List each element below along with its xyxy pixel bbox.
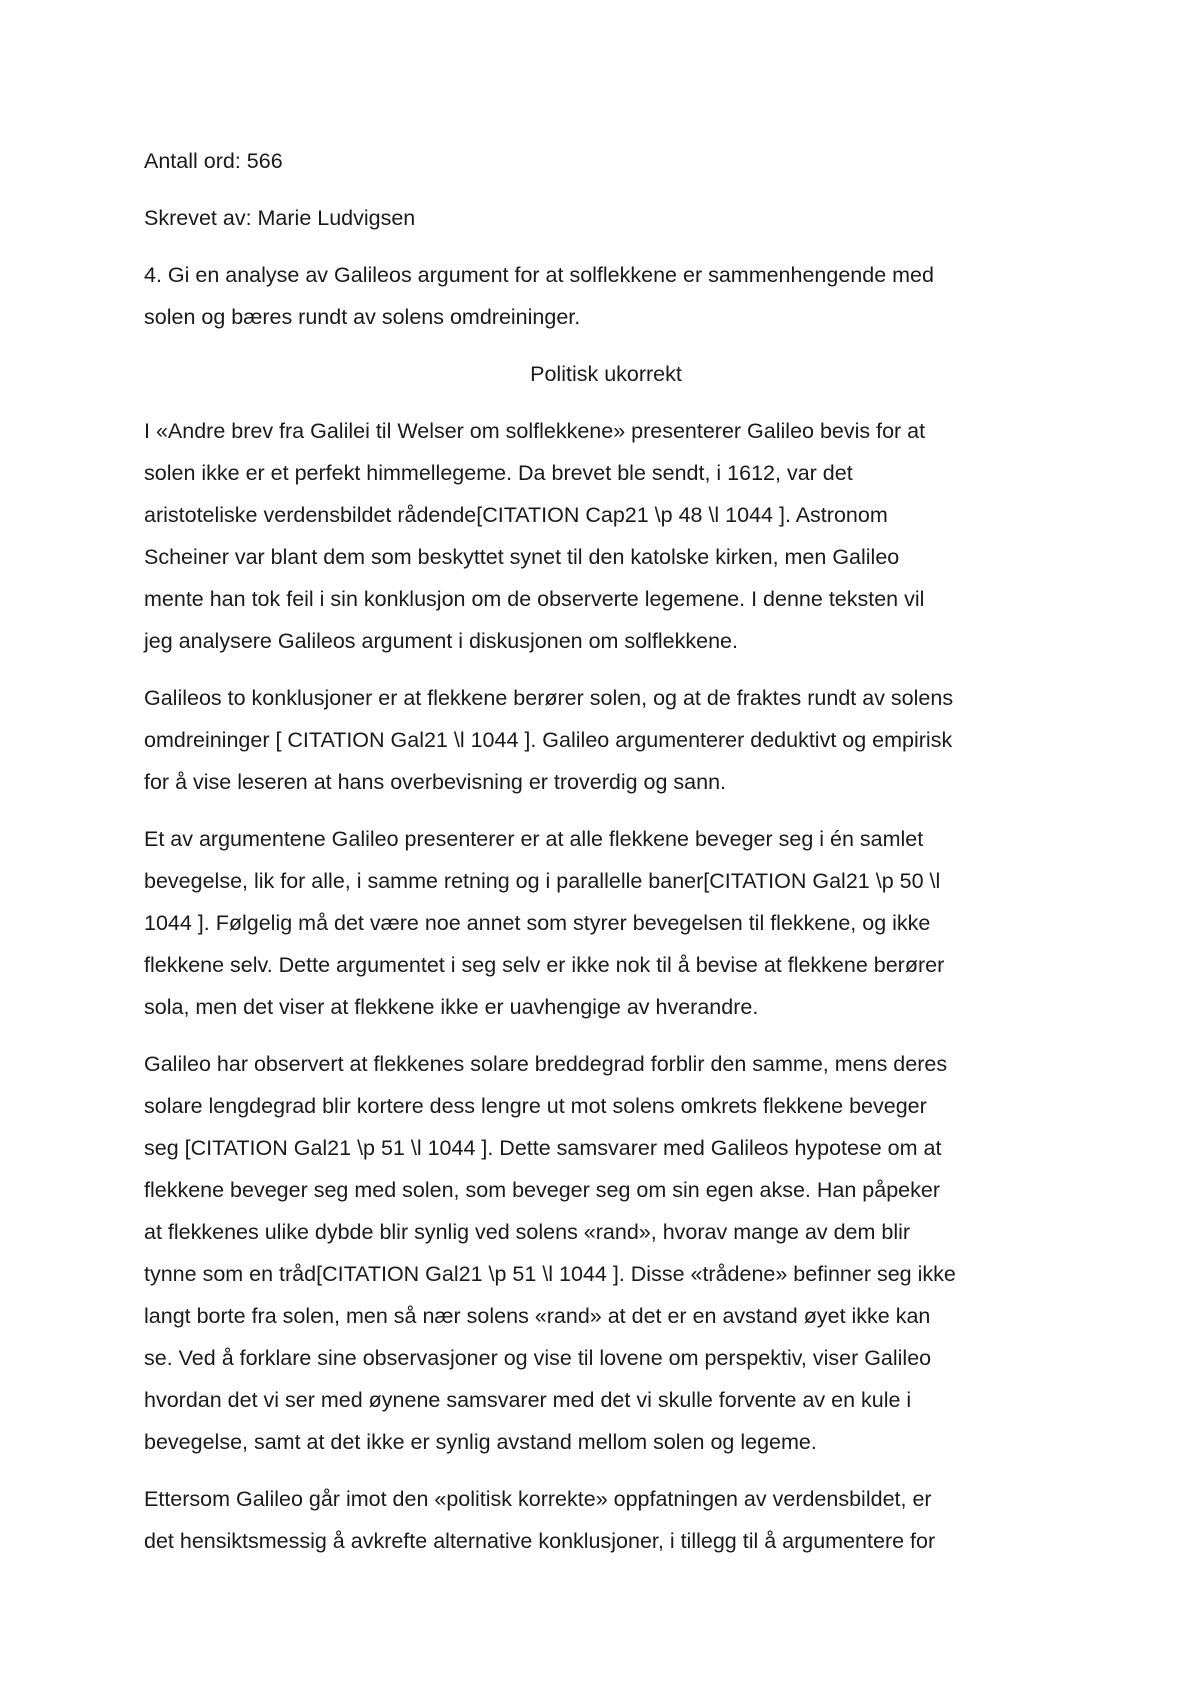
paragraph-line: hvordan det vi ser med øynene samsvarer med det vi skulle forvente av en kule i — [144, 1388, 912, 1412]
paragraph-line: tynne som en tråd[CITATION Gal21 \p 51 \l 1044 ]. Disse «trådene» befinner seg ikke — [144, 1262, 956, 1286]
paragraph-line: for å vise leseren at hans overbevisning er troverdig og sann. — [144, 770, 727, 794]
paragraph-line: 1044 ]. Følgelig må det være noe annet som styrer bevegelsen til flekkene, og ikke — [144, 911, 931, 935]
paragraph — [144, 410, 1068, 662]
author-line: Skrevet av: Marie Ludvigsen — [144, 206, 416, 230]
paragraph-line: jeg analysere Galileos argument i diskusjonen om solflekkene. — [144, 629, 738, 653]
paragraph-line: omdreininger [ CITATION Gal21 \l 1044 ]. Galileo argumenterer deduktivt og empirisk — [144, 728, 953, 752]
paragraph-line: Galileo har observert at flekkenes solare breddegrad forblir den samme, mens deres — [144, 1052, 948, 1076]
paragraph-line: Et av argumentene Galileo presenterer er at alle flekkene beveger seg i én samlet — [144, 827, 924, 851]
document-title: Politisk ukorrekt — [530, 362, 682, 386]
paragraph — [144, 1478, 1068, 1562]
task-question — [144, 254, 1068, 338]
paragraph-line: bevegelse, samt at det ikke er synlig avstand mellom solen og legeme. — [144, 1430, 817, 1454]
paragraph-line: solare lengdegrad blir kortere dess lengre ut mot solens omkrets flekkene beveger — [144, 1094, 927, 1118]
paragraph-line: flekkene selv. Dette argumentet i seg selv er ikke nok til å bevise at flekkene berører — [144, 953, 945, 977]
paragraph-line: se. Ved å forklare sine observasjoner og vise til lovene om perspektiv, viser Galileo — [144, 1346, 932, 1370]
paragraph-line: Scheiner var blant dem som beskyttet synet til den katolske kirken, men Galileo — [144, 545, 900, 569]
paragraph-line: det hensiktsmessig å avkrefte alternative konklusjoner, i tillegg til å argumentere for — [144, 1529, 936, 1553]
paragraph-line: Galileos to konklusjoner er at flekkene berører solen, og at de fraktes rundt av solens — [144, 686, 954, 710]
paragraph-line: bevegelse, lik for alle, i samme retning og i parallelle baner[CITATION Gal21 \p 50 \l — [144, 869, 941, 893]
document-body — [144, 140, 1068, 1577]
paragraph-line: sola, men det viser at flekkene ikke er uavhengige av hverandre. — [144, 995, 759, 1019]
paragraph — [144, 818, 1068, 1028]
paragraph-line: seg [CITATION Gal21 \p 51 \l 1044 ]. Dette samsvarer med Galileos hypotese om at — [144, 1136, 942, 1160]
paragraph-line: mente han tok feil i sin konklusjon om de observerte legemene. I denne teksten vil — [144, 587, 925, 611]
word-count: Antall ord: 566 — [144, 149, 283, 173]
paragraph-line: Ettersom Galileo går imot den «politisk korrekte» oppfatningen av verdensbildet, er — [144, 1487, 932, 1511]
paragraph-line: aristoteliske verdensbildet rådende[CITATION Cap21 \p 48 \l 1044 ]. Astronom — [144, 503, 888, 527]
task-line: 4. Gi en analyse av Galileos argument for at solflekkene er sammenhengende med — [144, 263, 934, 287]
paragraph-line: I «Andre brev fra Galilei til Welser om solflekkene» presenterer Galileo bevis for at — [144, 419, 926, 443]
paragraph-line: solen ikke er et perfekt himmellegeme. Da brevet ble sendt, i 1612, var det — [144, 461, 853, 485]
paragraph — [144, 1043, 1068, 1463]
paragraph-line: langt borte fra solen, men så nær solens «rand» at det er en avstand øyet ikke kan — [144, 1304, 931, 1328]
task-line: solen og bæres rundt av solens omdreininger. — [144, 305, 581, 329]
paragraph — [144, 677, 1068, 803]
paragraph-line: at flekkenes ulike dybde blir synlig ved solens «rand», hvorav mange av dem blir — [144, 1220, 911, 1244]
paragraph-line: flekkene beveger seg med solen, som beveger seg om sin egen akse. Han påpeker — [144, 1178, 940, 1202]
